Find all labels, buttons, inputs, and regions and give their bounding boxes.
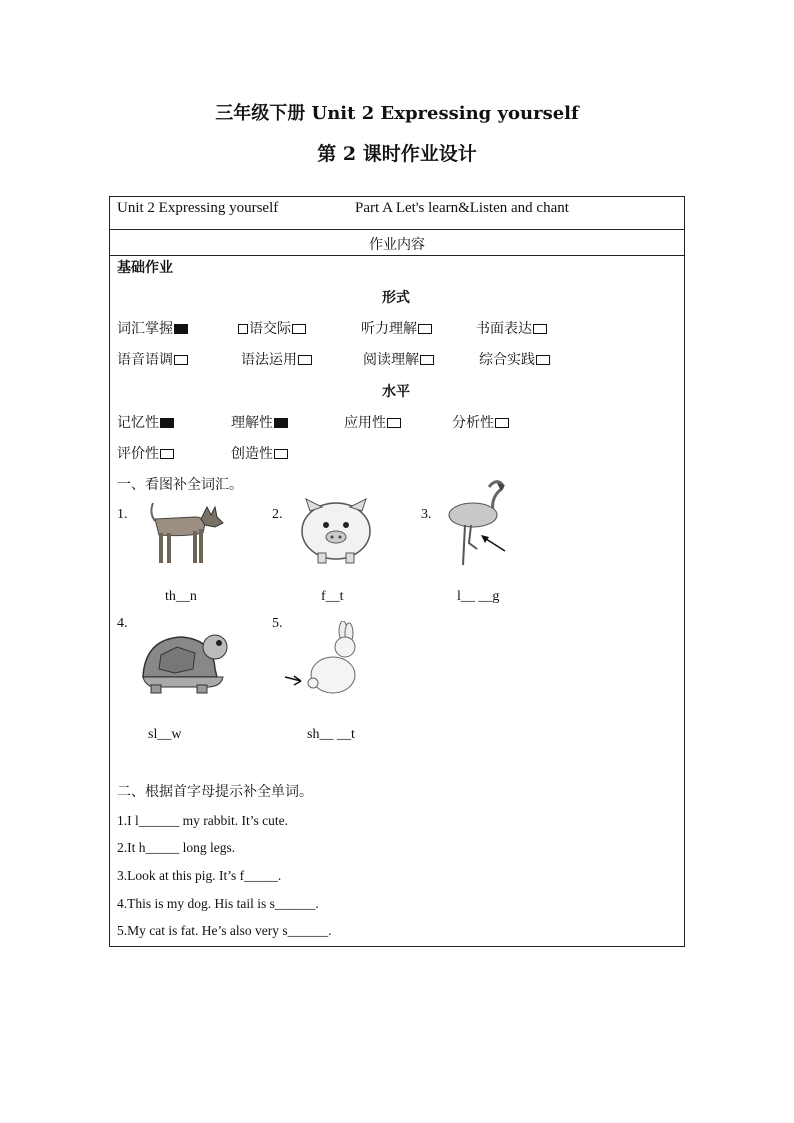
checkbox[interactable] (536, 355, 550, 365)
level-option[interactable]: 记忆性 (117, 412, 174, 432)
checkbox[interactable] (495, 418, 509, 428)
sentence-item[interactable]: 4.This is my dog. His tail is s______. (117, 896, 319, 911)
answer-blank[interactable]: l__ __g (457, 589, 500, 604)
level-heading: 水平 (382, 384, 410, 400)
checkbox[interactable] (418, 324, 432, 334)
item-number: 3. (421, 507, 432, 522)
form-option[interactable]: 综合实践 (479, 349, 550, 369)
answer-blank[interactable]: th__n (165, 589, 197, 604)
checkbox[interactable] (174, 355, 188, 365)
flamingo-image (443, 477, 519, 569)
sentence-item[interactable]: 1.I l______ my rabbit. It’s cute. (117, 813, 288, 828)
level-option[interactable]: 创造性 (231, 443, 288, 463)
checkbox-checked[interactable] (160, 418, 174, 428)
checkbox-checked[interactable] (274, 418, 288, 428)
level-option[interactable]: 理解性 (231, 412, 288, 432)
form-option[interactable]: 听力理解 (361, 318, 432, 338)
sentence-item[interactable]: 3.Look at this pig. It’s f_____. (117, 868, 282, 883)
form-option[interactable]: 语音语调 (117, 349, 188, 369)
item-number: 4. (117, 616, 128, 631)
dog-image (145, 499, 225, 569)
content-header: 作业内容 (369, 237, 425, 253)
sentence-item[interactable]: 5.My cat is fat. He’s also very s______. (117, 923, 332, 938)
checkbox-checked[interactable] (174, 324, 188, 334)
page-subtitle: 第 2 课时作业设计 (317, 143, 477, 165)
answer-blank[interactable]: sh__ __t (307, 727, 355, 742)
answer-blank[interactable]: sl__w (148, 727, 182, 742)
pig-image (296, 495, 376, 567)
item-number: 2. (272, 507, 283, 522)
answer-blank[interactable]: f__t (321, 589, 344, 604)
part-label: Part A Let's learn&Listen and chant (355, 200, 569, 216)
worksheet-table (109, 196, 685, 947)
exercise2-heading: 二、根据首字母提示补全单词。 (117, 784, 313, 800)
checkbox[interactable] (420, 355, 434, 365)
page-title: 三年级下册 Unit 2 Expressing yourself (215, 103, 579, 124)
item-number: 5. (272, 616, 283, 631)
section-basic: 基础作业 (117, 260, 173, 276)
form-option[interactable]: 书面表达 (476, 318, 547, 338)
sentence-item[interactable]: 2.It h_____ long legs. (117, 840, 236, 855)
rabbit-image (283, 621, 367, 699)
form-option[interactable]: 阅读理解 (363, 349, 434, 369)
checkbox[interactable] (533, 324, 547, 334)
exercise1-heading: 一、看图补全词汇。 (117, 477, 243, 493)
checkbox[interactable] (160, 449, 174, 459)
form-heading: 形式 (382, 290, 410, 306)
checkbox[interactable] (292, 324, 306, 334)
checkbox[interactable] (274, 449, 288, 459)
checkbox[interactable] (387, 418, 401, 428)
level-option[interactable]: 分析性 (452, 412, 509, 432)
turtle-image (137, 629, 229, 695)
level-option[interactable]: 评价性 (117, 443, 174, 463)
form-option[interactable]: 语交际 (238, 318, 306, 338)
form-option[interactable]: 语法运用 (241, 349, 312, 369)
checkbox[interactable] (298, 355, 312, 365)
table-divider (110, 255, 684, 256)
form-option[interactable]: 词汇掌握 (117, 318, 188, 338)
level-option[interactable]: 应用性 (344, 412, 401, 432)
table-divider (110, 229, 684, 230)
checkbox[interactable] (238, 324, 248, 334)
unit-label: Unit 2 Expressing yourself (117, 200, 279, 216)
item-number: 1. (117, 507, 128, 522)
